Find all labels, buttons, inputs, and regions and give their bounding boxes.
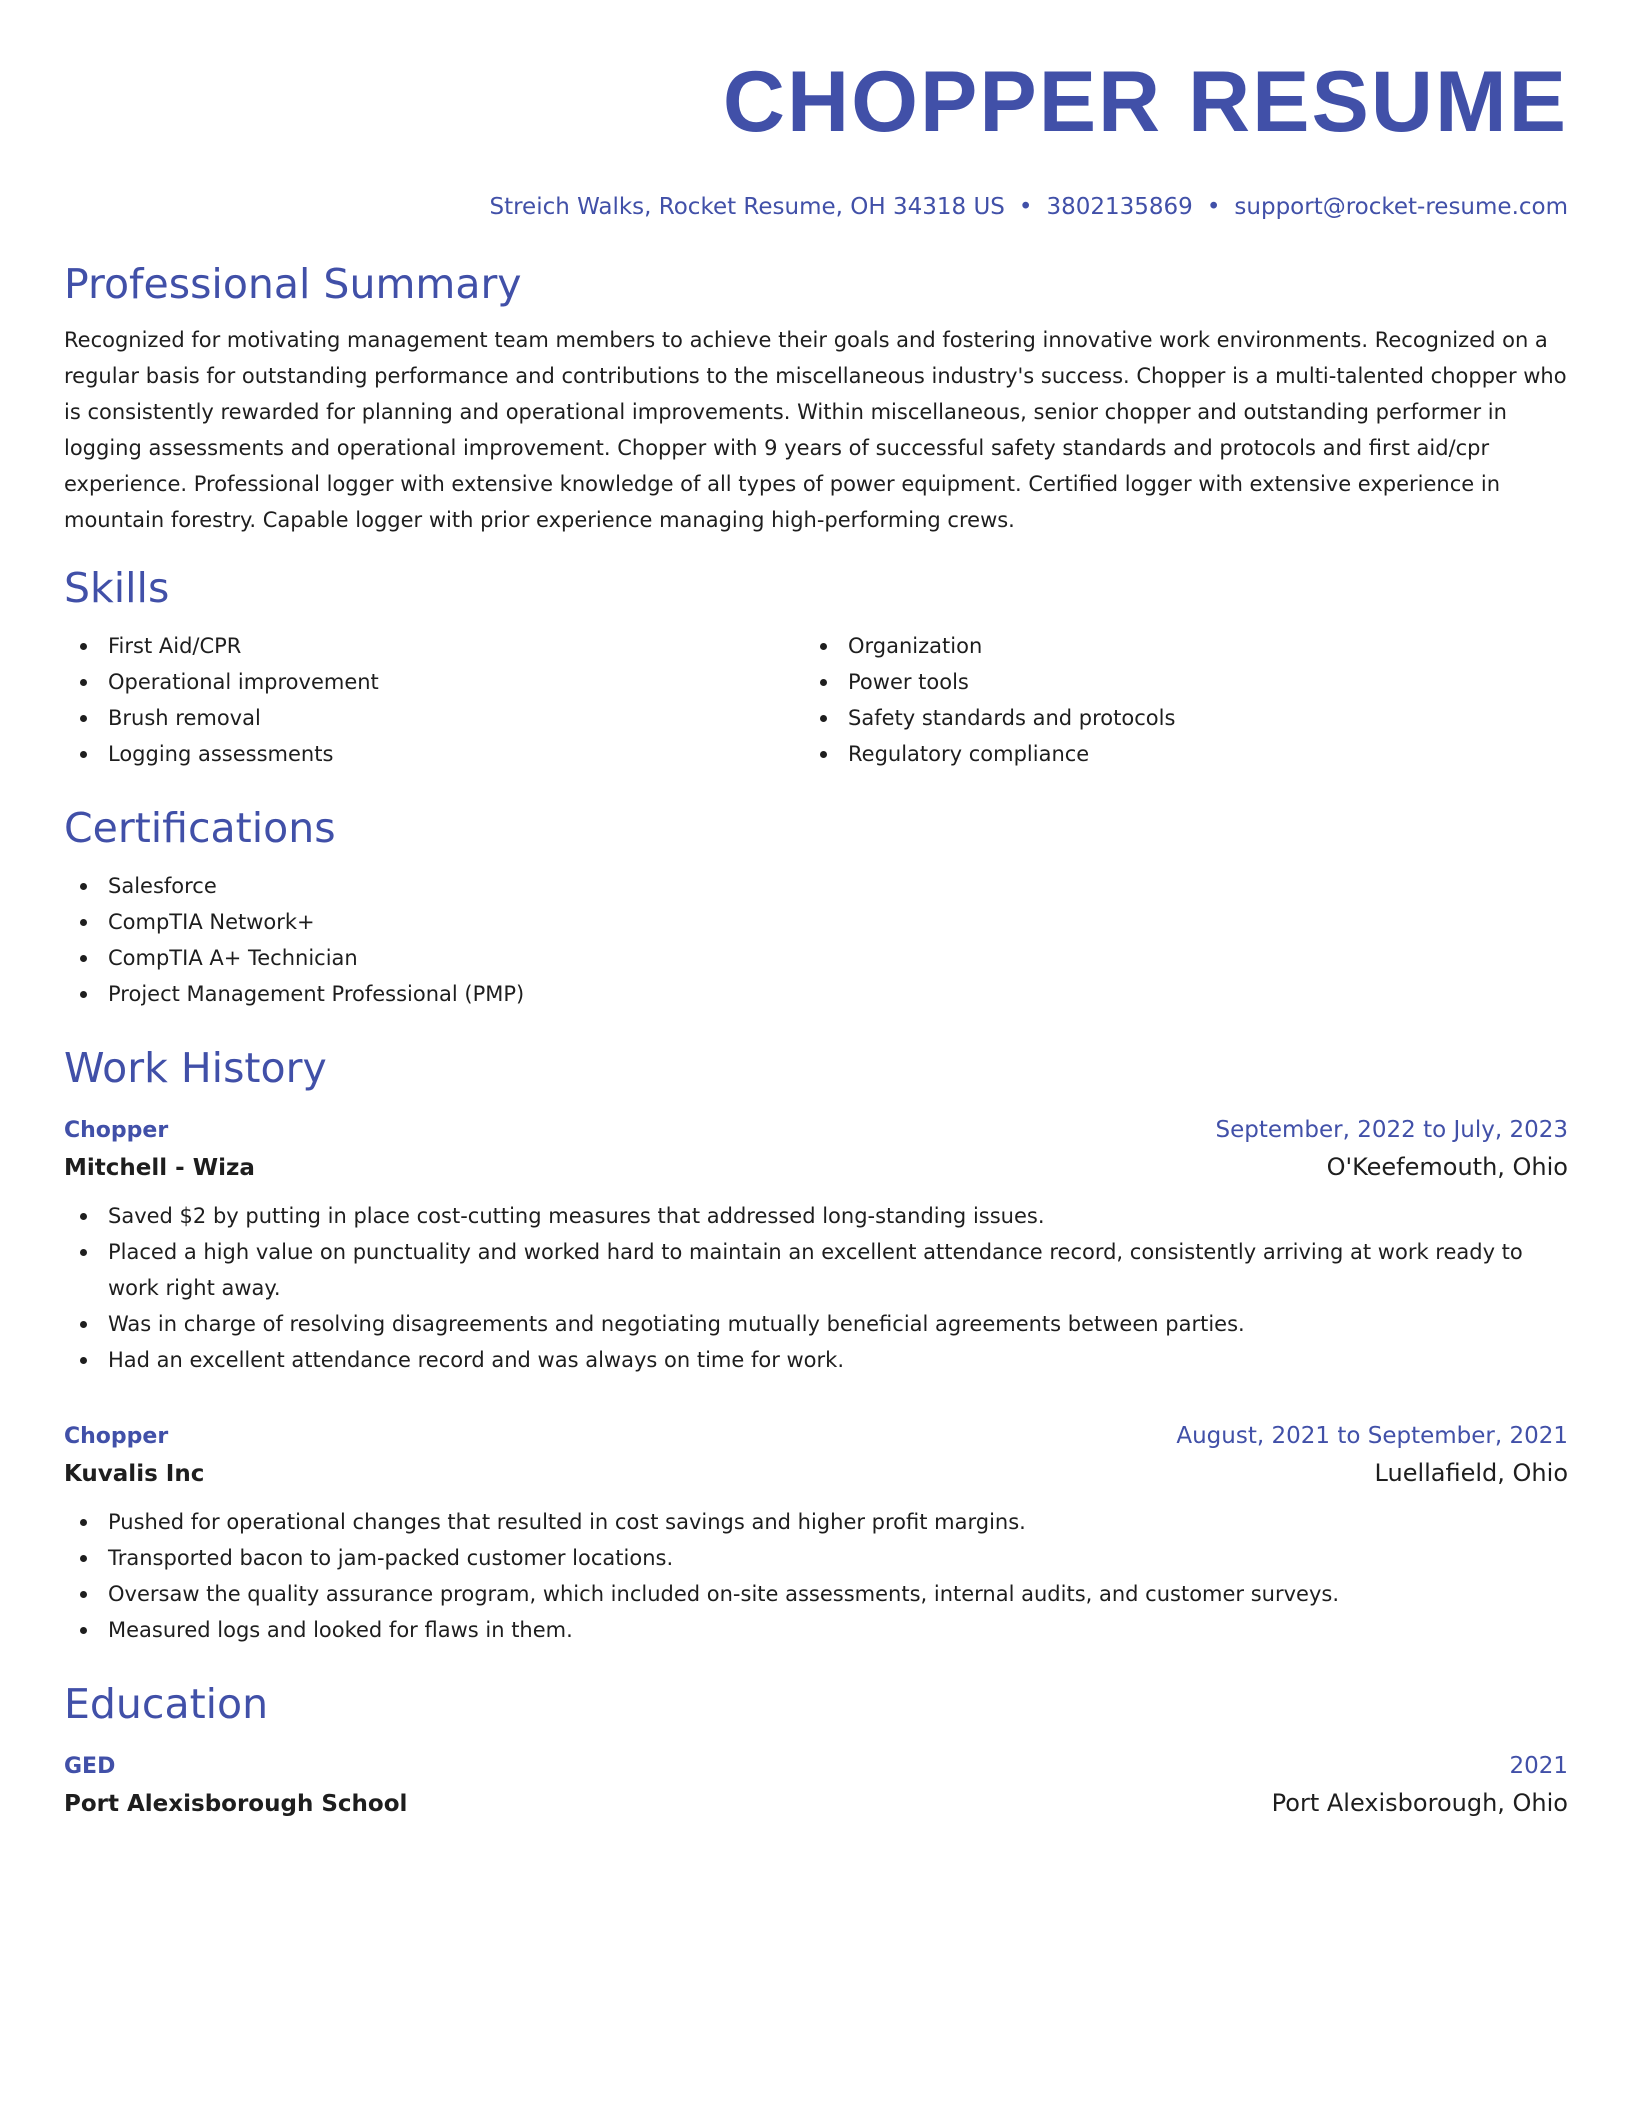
contact-address: Streich Walks, Rocket Resume, OH 34318 US <box>489 194 1005 220</box>
job-entry <box>64 1114 1568 1378</box>
job-role: Chopper <box>64 1424 169 1449</box>
job-entry <box>64 1420 1568 1648</box>
certification-item: CompTIA Network+ <box>64 904 1568 940</box>
job-header-row <box>64 1420 1568 1453</box>
contact-phone: 3802135869 <box>1046 194 1193 220</box>
job-org-row <box>64 1453 1568 1494</box>
contact-separator: • <box>1206 194 1221 220</box>
education-year: 2021 <box>1509 1753 1568 1779</box>
certifications-heading: Certifications <box>64 804 336 852</box>
skill-item: Power tools <box>804 664 1544 700</box>
job-location: Luellafield, Ohio <box>1374 1459 1568 1487</box>
skill-item: Organization <box>804 628 1544 664</box>
job-bullet: Had an excellent attendance record and was always on time for work. <box>64 1342 1568 1378</box>
contact-line <box>64 192 1568 222</box>
job-header-row <box>64 1114 1568 1147</box>
education-entry <box>64 1750 1568 1824</box>
job-bullet: Placed a high value on punctuality and worked hard to maintain an excellent attendance record, consistently arriving at work ready to work right away. <box>64 1234 1568 1306</box>
certification-item: CompTIA A+ Technician <box>64 940 1568 976</box>
resume-name: CHOPPER RESUME <box>722 54 1568 150</box>
skill-item: Logging assessments <box>64 736 804 772</box>
job-bullet: Pushed for operational changes that resulted in cost savings and higher profit margins. <box>64 1504 1568 1540</box>
skill-item: Safety standards and protocols <box>804 700 1544 736</box>
contact-separator: • <box>1018 194 1033 220</box>
job-bullet: Was in charge of resolving disagreements and negotiating mutually beneficial agreements between parties. <box>64 1306 1568 1342</box>
job-location: O'Keefemouth, Ohio <box>1326 1153 1568 1181</box>
job-dates: September, 2022 to July, 2023 <box>1215 1117 1568 1143</box>
skill-item: Regulatory compliance <box>804 736 1544 772</box>
job-company: Kuvalis Inc <box>64 1461 205 1487</box>
skills-column-left <box>64 628 804 772</box>
education-degree: GED <box>64 1754 116 1779</box>
summary-text: Recognized for motivating management team members to achieve their goals and fostering innovative work environments. Recognized on a regular basis for outstanding performance and contributions to the miscellaneous industry's success. Chopper is a multi-talented chopper who is consistently rewarded for planning and operational improvements. Within miscellaneous, senior chopper and outstanding performer in logging assessments and operational improvement. Chopper with 9 years of successful safety standards and protocols and first aid/cpr experience. Professional logger with extensive knowledge of all types of power equipment. Certified logger with extensive experience in mountain forestry. Capable logger with prior experience managing high-performing crews. <box>64 328 1567 532</box>
job-org-row <box>64 1147 1568 1188</box>
certification-item: Project Management Professional (PMP) <box>64 976 1568 1012</box>
education-location: Port Alexisborough, Ohio <box>1271 1789 1568 1817</box>
job-dates: August, 2021 to September, 2021 <box>1176 1423 1568 1449</box>
skills-list <box>64 628 1568 772</box>
certification-item: Salesforce <box>64 868 1568 904</box>
job-bullet: Oversaw the quality assurance program, which included on-site assessments, internal audits, and customer surveys. <box>64 1576 1568 1612</box>
certifications-list <box>64 868 1568 1012</box>
education-school: Port Alexisborough School <box>64 1791 408 1817</box>
skills-column-right <box>804 628 1544 772</box>
job-bullet: Transported bacon to jam-packed customer locations. <box>64 1540 1568 1576</box>
job-company: Mitchell - Wiza <box>64 1155 255 1181</box>
job-bullet: Saved $2 by putting in place cost-cutting measures that addressed long-standing issues. <box>64 1198 1568 1234</box>
education-school-row <box>64 1783 1568 1824</box>
job-role: Chopper <box>64 1118 169 1143</box>
job-bullets <box>64 1504 1568 1648</box>
skills-heading: Skills <box>64 564 170 612</box>
contact-email: support@rocket-resume.com <box>1234 194 1568 220</box>
education-heading: Education <box>64 1680 269 1728</box>
work-history-heading: Work History <box>64 1044 327 1092</box>
education-header-row <box>64 1750 1568 1783</box>
skill-item: Operational improvement <box>64 664 804 700</box>
job-bullets <box>64 1198 1568 1378</box>
summary-heading: Professional Summary <box>64 260 522 308</box>
skill-item: First Aid/CPR <box>64 628 804 664</box>
job-bullet: Measured logs and looked for flaws in them. <box>64 1612 1568 1648</box>
skill-item: Brush removal <box>64 700 804 736</box>
